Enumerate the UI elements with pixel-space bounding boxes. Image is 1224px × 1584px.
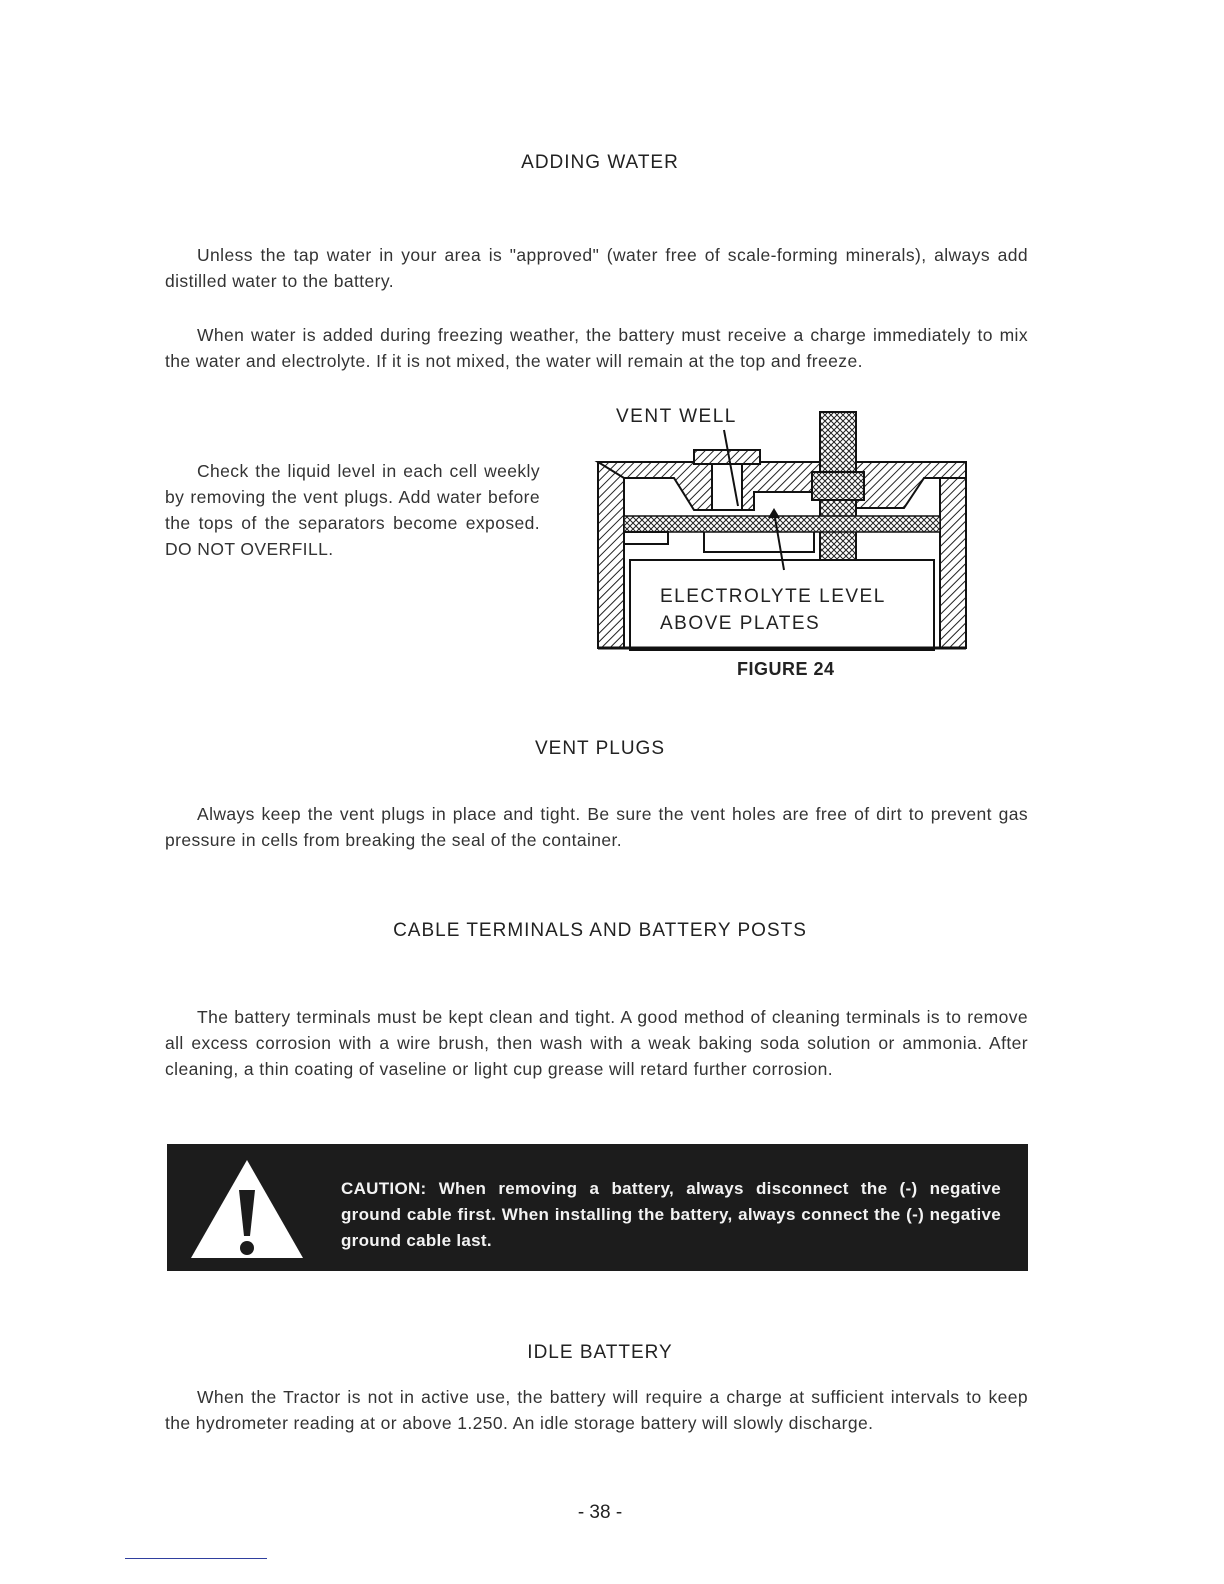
heading-adding-water: ADDING WATER — [521, 152, 679, 173]
warning-triangle-icon — [187, 1156, 307, 1262]
heading-idle-battery: IDLE BATTERY — [527, 1342, 673, 1363]
page-number: - 38 - — [577, 1502, 623, 1523]
paragraph-cable-terminals — [165, 1004, 1028, 1082]
heading-vent-plugs: VENT PLUGS — [534, 738, 666, 759]
label-vent-well: VENT WELL — [616, 406, 737, 427]
paragraph-cable-terminals-text: The battery terminals must be kept clean and tight. A good method of cleaning terminals is to remove all excess corrosion with a wire brush, then wash with a weak baking soda solution or ammonia. After cleaning, a thin coating of vaseline or light cup grease will retard further corrosion. — [165, 1007, 1028, 1079]
figure-caption: FIGURE 24 — [737, 659, 835, 679]
battery-cell-diagram — [594, 400, 974, 658]
paragraph-freezing-text: When water is added during freezing weather, the battery must receive a charge immediately to mix the water and electrolyte. If it is not mixed, the water will remain at the top and freeze. — [165, 325, 1028, 371]
paragraph-tap-water-text: Unless the tap water in your area is "approved" (water free of scale-forming minerals), always add distilled water to the battery. — [165, 245, 1028, 291]
paragraph-check-level-text: Check the liquid level in each cell weekly by removing the vent plugs. Add water before the tops of the separators become exposed. DO NOT OVERFILL. — [165, 461, 540, 559]
caution-box — [167, 1144, 1028, 1271]
paragraph-idle-battery — [165, 1384, 1028, 1436]
label-above-plates: ABOVE PLATES — [660, 613, 821, 634]
paragraph-freezing — [165, 322, 1028, 374]
paragraph-vent-plugs — [165, 801, 1028, 853]
label-electrolyte-level: ELECTROLYTE LEVEL — [660, 586, 886, 607]
paragraph-vent-plugs-text: Always keep the vent plugs in place and tight. Be sure the vent holes are free of dirt to prevent gas pressure in cells from breaking the seal of the container. — [165, 804, 1028, 850]
paragraph-tap-water — [165, 242, 1028, 294]
footer-rule — [125, 1558, 267, 1559]
heading-cable-terminals: CABLE TERMINALS AND BATTERY POSTS — [393, 920, 807, 941]
paragraph-idle-battery-text: When the Tractor is not in active use, the battery will require a charge at sufficient intervals to keep the hydrometer reading at or above 1.250. An idle storage battery will slowly discharge. — [165, 1387, 1028, 1433]
caution-text: CAUTION: When removing a battery, always disconnect the (-) negative ground cable first. When installing the battery, always connect the (-) negative ground cable last. — [341, 1179, 1001, 1250]
paragraph-check-level — [165, 458, 540, 562]
